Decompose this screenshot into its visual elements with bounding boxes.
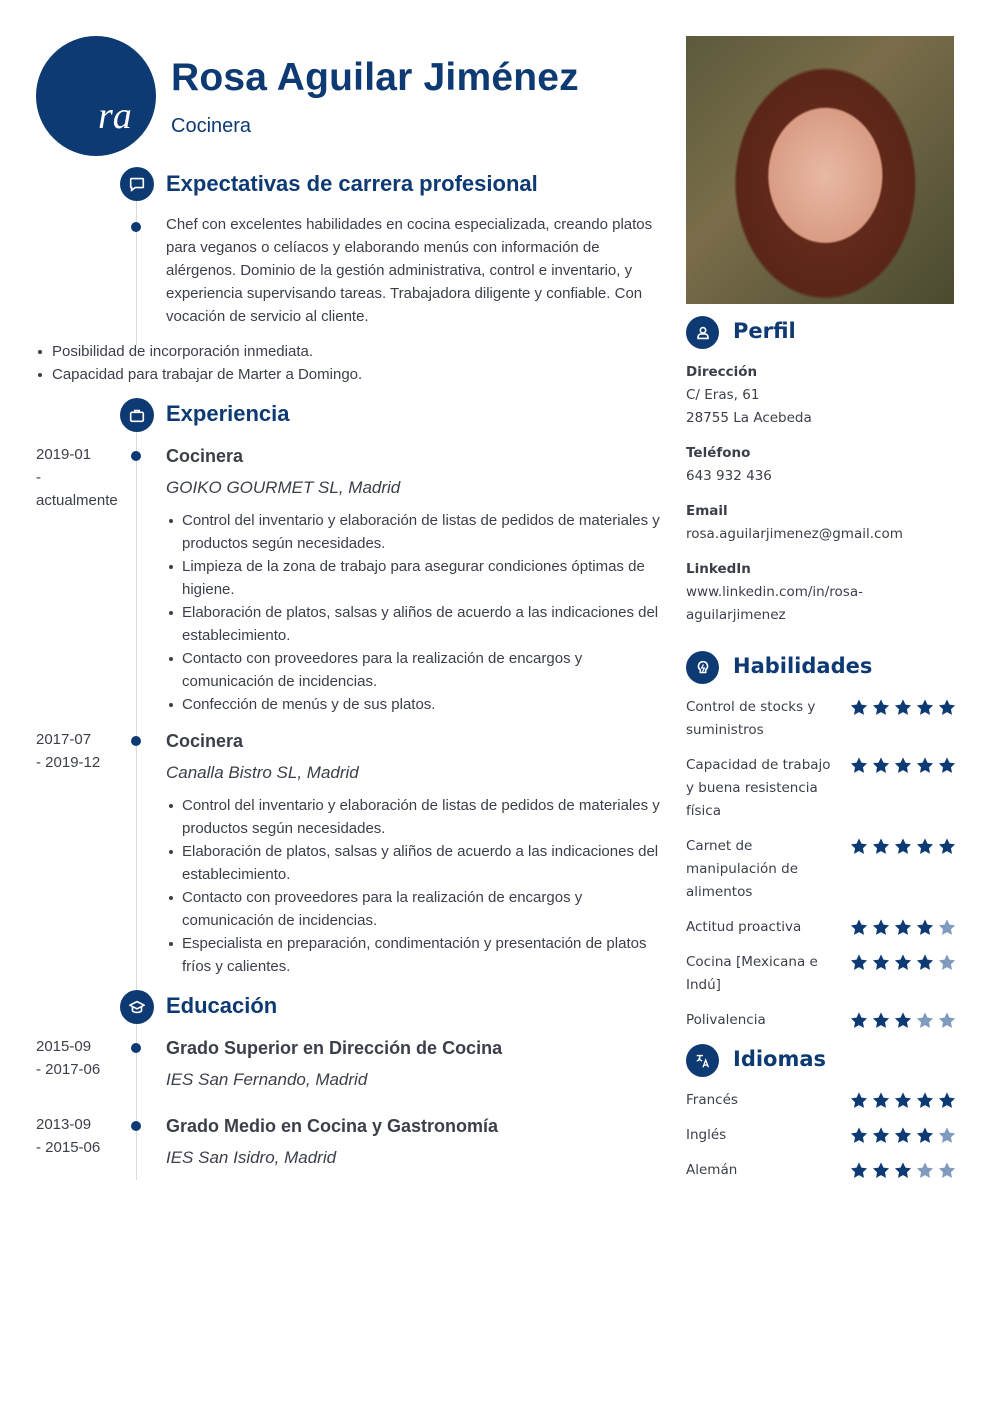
star-icon <box>871 837 891 856</box>
date-end: - 2019-12 <box>36 754 101 771</box>
star-icon <box>893 918 913 937</box>
timeline-dot <box>131 736 141 746</box>
star-rating <box>849 756 957 775</box>
education-school: IES San Fernando, Madrid <box>166 1070 368 1089</box>
phone-label: Teléfono <box>686 445 751 461</box>
linkedin-value[interactable] <box>686 581 926 627</box>
star-rating <box>849 1126 957 1145</box>
star-icon <box>893 953 913 972</box>
star-icon <box>937 756 957 775</box>
star-icon <box>849 953 869 972</box>
education-school: IES San Isidro, Madrid <box>166 1148 337 1167</box>
star-icon <box>937 1126 957 1145</box>
job-title: Cocinera <box>171 115 252 137</box>
list-item: Posibilidad de incorporación inmediata. <box>36 340 362 363</box>
skill-name: Capacidad de trabajo y buena resistencia física <box>686 757 831 819</box>
date-start: 2013-09 <box>36 1116 92 1133</box>
star-icon <box>937 698 957 717</box>
list-item: Contacto con proveedores para la realización de encargos y comunicación de incidencias. <box>166 886 666 932</box>
skill-name: Carnet de manipulación de alimentos <box>686 838 799 900</box>
star-icon <box>871 1011 891 1030</box>
language-row <box>686 1159 956 1182</box>
star-icon <box>937 1091 957 1110</box>
phone-value: 643 932 436 <box>686 468 772 484</box>
linkedin-line: aguilarjimenez <box>686 607 786 623</box>
monogram-initials: ra <box>98 95 132 137</box>
experience-bullets <box>166 794 666 978</box>
language-row <box>686 1089 956 1112</box>
date-start: 2017-07 <box>36 731 92 748</box>
experience-company: GOIKO GOURMET SL, Madrid <box>166 478 401 497</box>
experience-date <box>36 443 126 512</box>
education-date <box>36 1035 126 1081</box>
career-extras-list <box>36 340 362 386</box>
star-icon <box>937 837 957 856</box>
star-rating <box>849 953 957 972</box>
star-icon <box>937 953 957 972</box>
section-title-languages: Idiomas <box>733 1047 827 1071</box>
star-icon <box>871 698 891 717</box>
star-icon <box>871 953 891 972</box>
skill-row <box>686 754 956 823</box>
user-icon <box>686 316 719 349</box>
briefcase-icon <box>120 398 154 432</box>
star-icon <box>871 1161 891 1180</box>
lightbulb-icon <box>686 651 719 684</box>
date-separator: - <box>36 469 41 486</box>
education-degree: Grado Superior en Dirección de Cocina <box>166 1038 503 1058</box>
star-icon <box>849 837 869 856</box>
date-start: 2015-09 <box>36 1038 92 1055</box>
candidate-name: Rosa Aguilar Jiménez <box>171 56 579 99</box>
email-label: Email <box>686 503 728 519</box>
skill-row <box>686 951 956 997</box>
star-icon <box>849 1091 869 1110</box>
language-row <box>686 1124 956 1147</box>
star-icon <box>915 1011 935 1030</box>
timeline-dot <box>131 222 141 232</box>
list-item: Elaboración de platos, salsas y aliños de acuerdo a las indicaciones del establecimiento. <box>166 601 666 647</box>
skill-name: Actitud proactiva <box>686 919 802 935</box>
timeline-line <box>136 430 137 990</box>
star-icon <box>849 1161 869 1180</box>
section-title-experience: Experiencia <box>166 401 290 426</box>
address-value <box>686 384 926 430</box>
star-rating <box>849 918 957 937</box>
address-line: 28755 La Acebeda <box>686 410 812 426</box>
star-icon <box>893 837 913 856</box>
list-item: Confección de menús y de sus platos. <box>166 693 666 716</box>
experience-bullets <box>166 509 666 716</box>
monogram-avatar <box>36 36 156 156</box>
star-icon <box>915 1126 935 1145</box>
timeline-dot <box>131 1043 141 1053</box>
chat-bubble-icon <box>120 167 154 201</box>
star-rating <box>849 698 957 717</box>
date-end: actualmente <box>36 492 118 509</box>
star-icon <box>849 756 869 775</box>
star-icon <box>893 1126 913 1145</box>
experience-role: Cocinera <box>166 731 244 751</box>
skill-name: Polivalencia <box>686 1012 766 1028</box>
list-item: Contacto con proveedores para la realización de encargos y comunicación de incidencias. <box>166 647 666 693</box>
skill-row <box>686 835 956 904</box>
career-summary: Chef con excelentes habilidades en cocina especializada, creando platos para veganos o celíacos y elaborando menús con información de alérgenos. Dominio de la gestión administrativa, control e inventario, y experiencia supervisando tareas. Trabajadora diligente y confiable. Con vocación de servicio al cliente. <box>166 216 653 325</box>
section-title-skills: Habilidades <box>733 654 873 678</box>
linkedin-line: www.linkedin.com/in/rosa- <box>686 584 863 600</box>
star-icon <box>849 1126 869 1145</box>
star-icon <box>849 698 869 717</box>
star-icon <box>915 1091 935 1110</box>
star-icon <box>893 1011 913 1030</box>
star-icon <box>893 1161 913 1180</box>
address-line: C/ Eras, 61 <box>686 387 760 403</box>
list-item: Capacidad para trabajar de Marter a Domingo. <box>36 363 362 386</box>
date-end: - 2017-06 <box>36 1061 101 1078</box>
list-item: Control del inventario y elaboración de listas de pedidos de materiales y productos según necesidades. <box>166 794 666 840</box>
skill-row <box>686 1009 956 1032</box>
language-name: Alemán <box>686 1162 738 1178</box>
education-degree: Grado Medio en Cocina y Gastronomía <box>166 1116 499 1136</box>
star-icon <box>871 918 891 937</box>
profile-photo <box>686 36 954 304</box>
star-icon <box>937 1011 957 1030</box>
skill-row <box>686 696 956 742</box>
list-item: Control del inventario y elaboración de listas de pedidos de materiales y productos según necesidades. <box>166 509 666 555</box>
list-item: Limpieza de la zona de trabajo para asegurar condiciones óptimas de higiene. <box>166 555 666 601</box>
timeline-dot <box>131 451 141 461</box>
star-icon <box>937 1161 957 1180</box>
star-icon <box>849 918 869 937</box>
skill-name: Cocina [Mexicana e Indú] <box>686 954 818 993</box>
date-end: - 2015-06 <box>36 1139 101 1156</box>
star-icon <box>915 1161 935 1180</box>
timeline-dot <box>131 1121 141 1131</box>
date-start: 2019-01 <box>36 446 92 463</box>
language-name: Francés <box>686 1092 738 1108</box>
star-icon <box>915 837 935 856</box>
education-date <box>36 1113 126 1159</box>
star-rating <box>849 1161 957 1180</box>
list-item: Especialista en preparación, condimentación y presentación de platos fríos y calientes. <box>166 932 666 978</box>
section-title-career: Expectativas de carrera profesional <box>166 171 538 196</box>
experience-role: Cocinera <box>166 446 244 466</box>
star-rating <box>849 1011 957 1030</box>
linkedin-label: LinkedIn <box>686 561 751 577</box>
star-icon <box>871 1126 891 1145</box>
translate-icon <box>686 1044 719 1077</box>
star-icon <box>915 953 935 972</box>
section-title-profile: Perfil <box>733 319 796 343</box>
list-item: Elaboración de platos, salsas y aliños de acuerdo a las indicaciones del establecimiento. <box>166 840 666 886</box>
experience-company: Canalla Bistro SL, Madrid <box>166 763 359 782</box>
star-icon <box>893 1091 913 1110</box>
star-icon <box>937 918 957 937</box>
star-icon <box>871 1091 891 1110</box>
star-icon <box>893 756 913 775</box>
star-icon <box>893 698 913 717</box>
star-icon <box>915 698 935 717</box>
experience-date <box>36 728 126 774</box>
language-name: Inglés <box>686 1127 727 1143</box>
graduation-cap-icon <box>120 990 154 1024</box>
skill-row <box>686 916 956 939</box>
address-label: Dirección <box>686 364 758 380</box>
skill-name: Control de stocks y suministros <box>686 699 816 738</box>
star-icon <box>915 756 935 775</box>
section-title-education: Educación <box>166 993 278 1018</box>
star-icon <box>915 918 935 937</box>
star-icon <box>849 1011 869 1030</box>
email-value[interactable]: rosa.aguilarjimenez@gmail.com <box>686 526 903 542</box>
star-icon <box>871 756 891 775</box>
star-rating <box>849 837 957 856</box>
star-rating <box>849 1091 957 1110</box>
